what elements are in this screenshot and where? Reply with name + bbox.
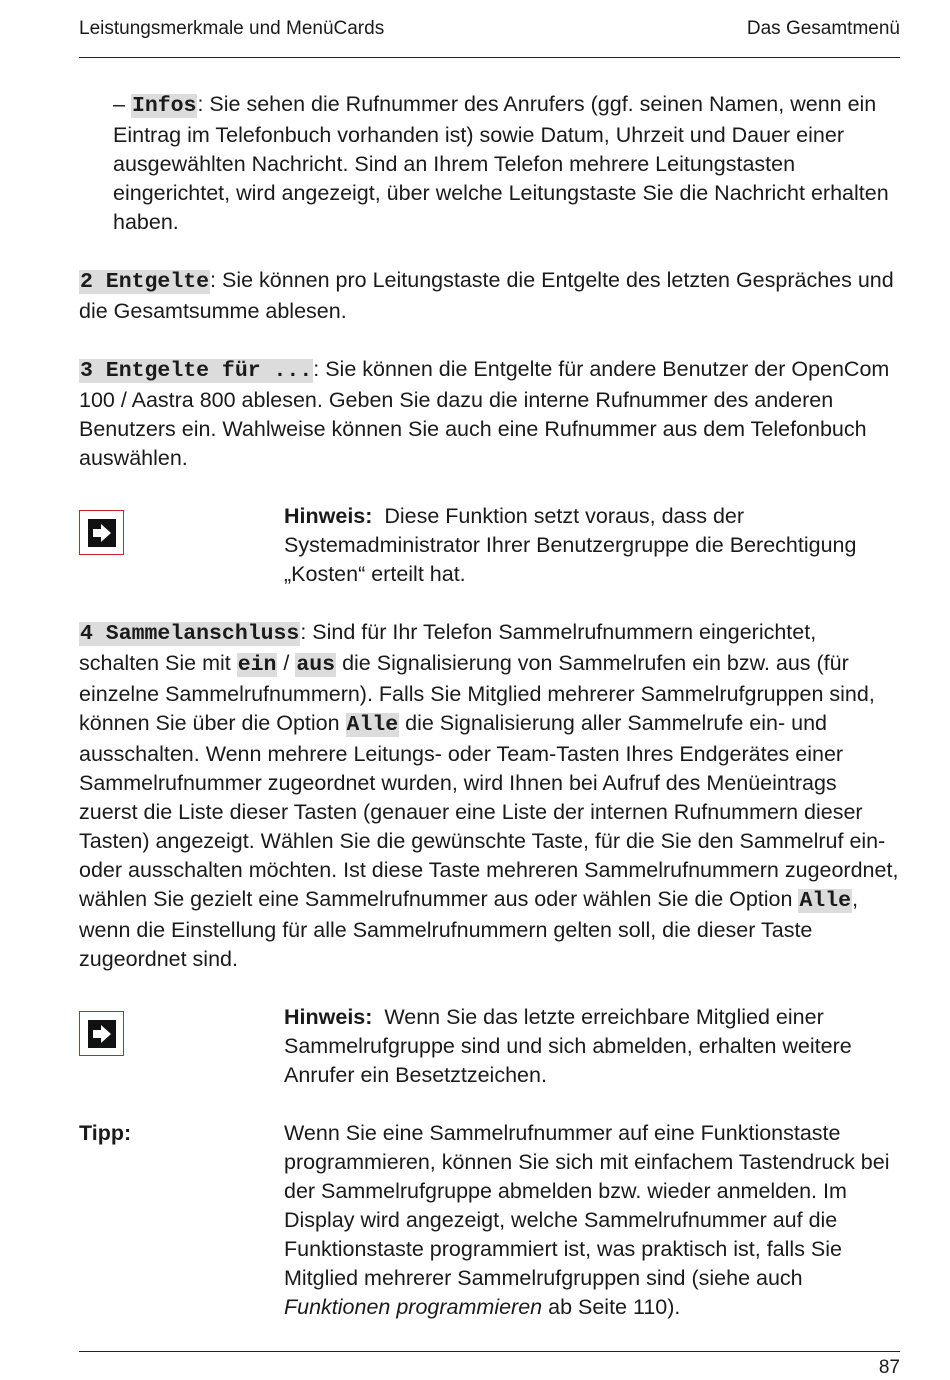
main-content xyxy=(79,90,900,1322)
arrow-right-icon xyxy=(79,1011,124,1056)
note-1-body: Diese Funktion setzt voraus, dass der Systemadministrator Ihrer Benutzergruppe die Berechtigung „Kosten“ erteilt hat. xyxy=(284,504,863,586)
entgelte-text: : Sie können pro Leitungstaste die Entgelte des letzten Gespräches und die Gesamtsumme ablesen. xyxy=(79,268,894,323)
note-block-2 xyxy=(79,1003,900,1090)
cross-reference-link[interactable]: Funktionen programmieren xyxy=(284,1295,543,1319)
note-2-label: Hinweis: xyxy=(284,1005,373,1029)
menu-code-entgelte: 2 Entgelte xyxy=(80,270,210,294)
code-alle-2: Alle xyxy=(799,889,852,913)
sammel-text-1: : Sind für Ihr Telefon Sammelrufnummern eingerichtet, schalten Sie mit xyxy=(79,620,817,675)
entgelte-paragraph xyxy=(79,266,900,326)
entgelte-fuer-paragraph xyxy=(79,355,900,473)
code-aus: aus xyxy=(296,653,336,677)
tipp-tail: ab Seite 110). xyxy=(542,1295,681,1319)
page-number: 87 xyxy=(878,1357,900,1378)
infos-text: : Sie sehen die Rufnummer des Anrufers (ggf. seinen Namen, wenn ein Eintrag im Telefonbuch vorhanden ist) sowie Datum, Uhrzeit und Dauer einer ausgewählten Nachricht. Sind an Ihrem Telefon mehrere Leitungstasten eingerichtet, wird angezeigt, über welche Leitungstaste Sie die Nachricht erhalten haben. xyxy=(113,92,889,234)
note-1-text xyxy=(284,502,900,589)
menu-code-entgelte-fuer: 3 Entgelte für ... xyxy=(80,359,313,383)
arrow-right-icon xyxy=(79,510,124,555)
code-ein: ein xyxy=(237,653,277,677)
sammelanschluss-paragraph xyxy=(79,618,900,974)
menu-code-infos: Infos xyxy=(131,94,197,118)
menu-code-sammelanschluss: 4 Sammelanschluss xyxy=(80,622,300,646)
infos-paragraph xyxy=(79,90,900,237)
footer-divider xyxy=(79,1351,900,1352)
note-1-label: Hinweis: xyxy=(284,504,373,528)
tipp-label: Tipp: xyxy=(79,1121,132,1145)
sammel-text-3: die Signalisierung von Sammelrufen ein bzw. aus (für einzelne Sammelrufnummern). Falls Sie Mitglied mehrerer Sammelrufgruppen sind, können Sie über die Option xyxy=(79,651,875,735)
tipp-body: Wenn Sie eine Sammelrufnummer auf eine Funktionstaste programmieren, können Sie sich mit einfachem Tastendruck bei der Sammelrufgruppe abmelden bzw. wieder anmelden. Im Display wird angezeigt, welche Sammelrufnummer auf die Funktionstaste programmiert ist, was praktisch ist, falls Sie Mitglied mehrerer Sammelrufgruppen sind (siehe auch xyxy=(284,1121,890,1290)
dash: – xyxy=(113,92,131,116)
sammel-text-2: / xyxy=(277,651,296,675)
header-section-title: Leistungsmerkmale und MenüCards xyxy=(79,18,385,39)
sammel-text-4: die Signalisierung aller Sammelrufe ein- und ausschalten. Wenn mehrere Leitungs- oder Team-Tasten Ihres Endgerätes einer Sammelrufnummer zugeordnet wurden, wird Ihnen bei Aufruf des Menüeintrags zuerst die Liste dieser Tasten (genauer eine Liste der internen Rufnummern dieser Tasten) angezeigt. Wählen Sie die gewünschte Taste, für die Sie den Sammelruf ein- oder ausschalten möchten. Ist diese Taste mehreren Sammelrufnummern zugeordnet, wählen Sie gezielt eine Sammelrufnummer aus oder wählen Sie die Option xyxy=(79,711,899,911)
sammel-text-5: , wenn die Einstellung für alle Sammelrufnummern gelten soll, die dieser Taste zugeordnet sind. xyxy=(79,887,859,971)
code-alle-1: Alle xyxy=(346,713,399,737)
header-divider xyxy=(79,57,900,58)
note-2-body: Wenn Sie das letzte erreichbare Mitglied einer Sammelrufgruppe sind und sich abmelden, erhalten weitere Anrufer ein Besetztzeichen. xyxy=(284,1005,857,1087)
note-2-text xyxy=(284,1003,900,1090)
tipp-text xyxy=(284,1119,900,1322)
tipp-block xyxy=(79,1119,900,1322)
page-header xyxy=(79,16,900,42)
header-chapter-title: Das Gesamtmenü xyxy=(746,18,900,39)
entgelte-fuer-text: : Sie können die Entgelte für andere Benutzer der OpenCom 100 / Aastra 800 ablesen. Geben Sie dazu die interne Rufnummer des anderen Benutzers ein. Wahlweise können Sie auch eine Rufnummer aus dem Telefonbuch auswählen. xyxy=(79,357,890,470)
note-block-1 xyxy=(79,502,900,589)
